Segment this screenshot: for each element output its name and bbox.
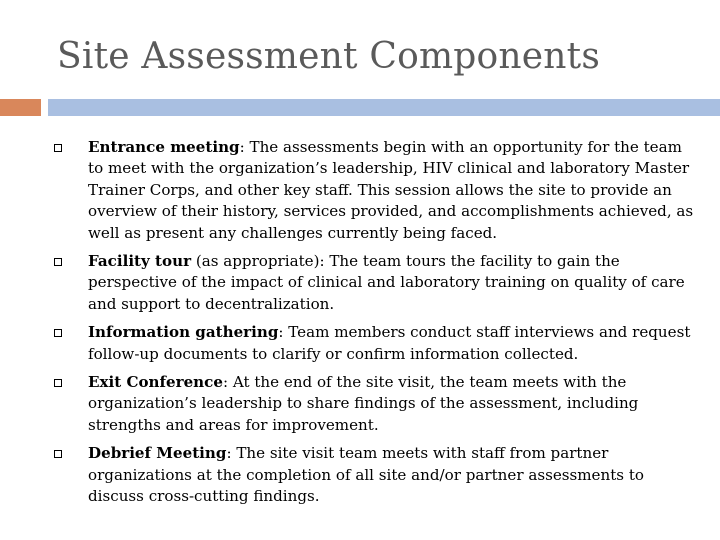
bullet-item-facility-tour [48,251,698,315]
bullet-term: Facility tour [88,252,192,271]
bullet-list [48,137,698,515]
square-bullet-icon [54,329,62,337]
bullet-term: Exit Conference [88,373,223,392]
square-bullet-icon [54,144,62,152]
bullet-item-debrief-meeting [48,443,698,507]
bullet-term: Information gathering [88,323,279,342]
bullet-text: : Team members conduct staff interviews and request follow-up documents to clarify or confirm information collected. [88,323,691,363]
square-bullet-icon [54,450,62,458]
title-accent-bar-orange [0,99,41,116]
bullet-term: Entrance meeting [88,138,240,156]
square-bullet-icon [54,258,62,266]
title-accent-bar-blue [48,99,720,116]
slide-title: Site Assessment Components [57,36,601,77]
bullet-item-exit-conference [48,372,698,436]
bullet-item-information-gathering [48,322,698,365]
bullet-text: : The assessments begin with an opportunity for the team to meet with the organization’s leadership, HIV clinical and laboratory Master Trainer Corps, and other key staff. This session allows the site to provide an overview of their history, services provided, and accomplishments achieved, as well as present any challenges currently being faced. [88,138,694,242]
bullet-item-entrance-meeting [48,137,698,244]
bullet-text: (as appropriate): The team tours the facility to gain the perspective of the impact of clinical and laboratory training on quality of care and support to decentralization. [88,252,685,313]
bullet-term: Debrief Meeting [88,444,227,463]
bullet-text: : At the end of the site visit, the team meets with the organization’s leadership to share findings of the assessment, including strengths and areas for improvement. [88,373,639,434]
bullet-text: : The site visit team meets with staff from partner organizations at the completion of all site and/or partner assessments to discuss cross-cutting findings. [88,444,644,506]
square-bullet-icon [54,379,62,387]
